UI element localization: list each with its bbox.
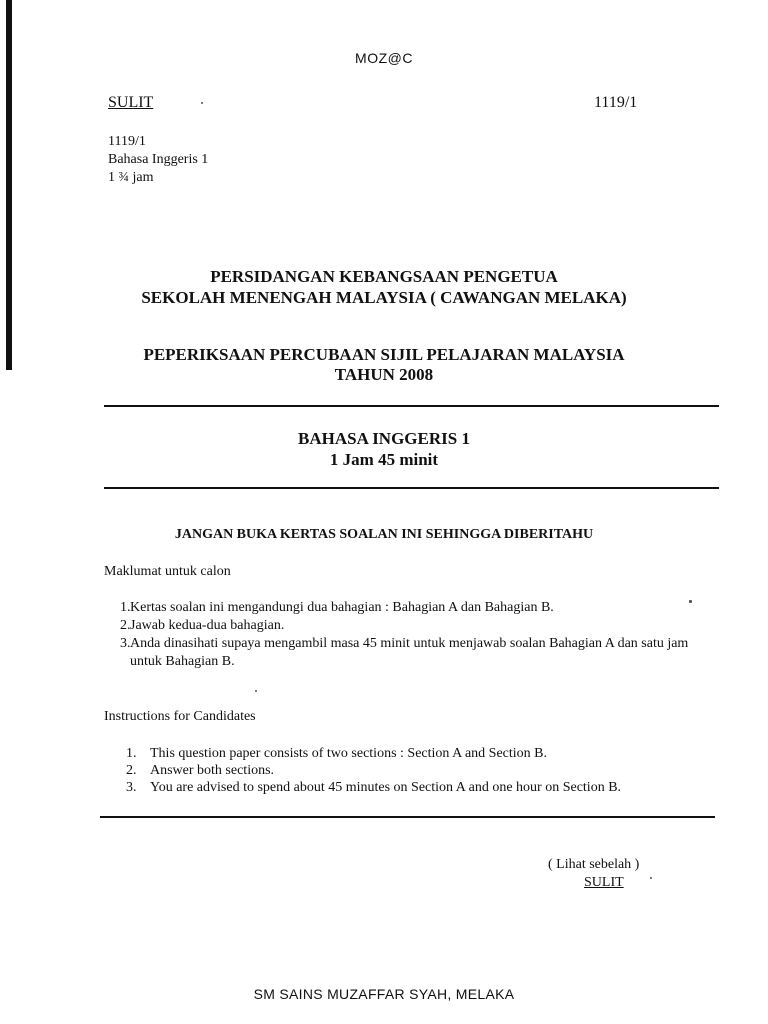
meta-duration: 1 ¾ jam	[108, 170, 154, 185]
watermark-top: MOZ@C	[355, 50, 413, 66]
list-item-number: 3.	[120, 636, 131, 651]
watermark-bottom: SM SAINS MUZAFFAR SYAH, MELAKA	[253, 986, 515, 1002]
scan-speck	[201, 102, 203, 104]
scan-speck	[689, 600, 692, 603]
english-section-heading: Instructions for Candidates	[104, 709, 256, 724]
list-item-text: This question paper consists of two sections : Section A and Section B.	[150, 746, 548, 761]
list-item-text: Answer both sections.	[150, 763, 275, 778]
list-item-text: Anda dinasihati supaya mengambil masa 45 minit untuk menjawab soalan Bahagian A dan satu jam untuk Bahagian B.	[130, 636, 689, 669]
list-item	[126, 762, 716, 779]
paper-duration: 1 Jam 45 minit	[329, 450, 439, 469]
list-item-number: 2.	[120, 618, 131, 633]
exam-title	[0, 345, 768, 385]
divider-rule	[104, 487, 719, 489]
malay-section-heading: Maklumat untuk calon	[104, 564, 231, 579]
header-paper-code: 1119/1	[594, 94, 638, 111]
list-item	[126, 745, 716, 762]
malay-instructions-list	[120, 599, 720, 671]
meta-subject: Bahasa Inggeris 1	[108, 152, 209, 167]
footer-sulit-label: SULIT	[584, 875, 624, 890]
divider-rule	[104, 405, 719, 407]
list-item-number: 1.	[126, 746, 137, 761]
paper-subject-block	[0, 428, 768, 470]
organization-line-2: SEKOLAH MENENGAH MALAYSIA ( CAWANGAN MELAKA)	[141, 288, 627, 307]
list-item	[120, 617, 720, 635]
paper-meta-block	[108, 133, 208, 187]
organization-title	[0, 266, 768, 308]
meta-code: 1119/1	[108, 134, 146, 149]
english-instructions-list	[126, 745, 716, 796]
list-item	[126, 779, 716, 796]
turn-over-text: ( Lihat sebelah )	[548, 857, 640, 872]
organization-line-1: PERSIDANGAN KEBANGSAAN PENGETUA	[210, 267, 558, 286]
divider-rule	[100, 816, 715, 818]
paper-title: BAHASA INGGERIS 1	[298, 429, 470, 448]
list-item	[120, 635, 720, 671]
list-item-number: 2.	[126, 763, 137, 778]
list-item-number: 3.	[126, 780, 137, 795]
exam-line-1: PEPERIKSAAN PERCUBAAN SIJIL PELAJARAN MALAYSIA	[143, 345, 625, 364]
header-sulit-label: SULIT	[108, 94, 154, 111]
list-item	[120, 599, 720, 617]
scan-speck	[650, 877, 652, 879]
exam-line-2: TAHUN 2008	[334, 365, 434, 384]
list-item-text: Kertas soalan ini mengandungi dua bahagian : Bahagian A dan Bahagian B.	[130, 600, 554, 615]
scan-speck	[255, 690, 257, 692]
list-item-number: 1.	[120, 600, 131, 615]
list-item-text: Jawab kedua-dua bahagian.	[130, 618, 285, 633]
do-not-open-warning: JANGAN BUKA KERTAS SOALAN INI SEHINGGA DIBERITAHU	[174, 527, 594, 542]
footer-turn-over	[548, 856, 639, 892]
list-item-text: You are advised to spend about 45 minutes on Section A and one hour on Section B.	[150, 780, 622, 795]
